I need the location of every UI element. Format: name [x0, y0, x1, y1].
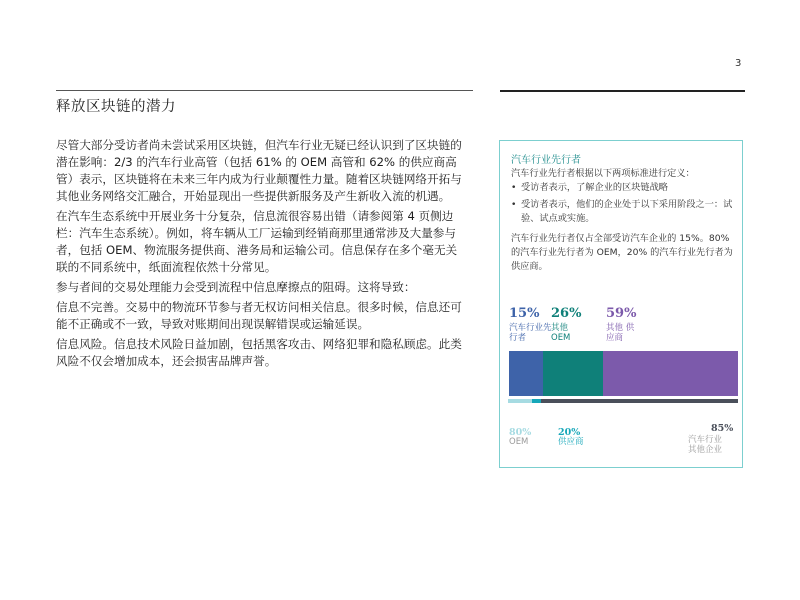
section-title: 释放区块链的潜力	[56, 99, 176, 115]
label-supplier: 供应商	[558, 437, 584, 447]
label-other-supplier: 其他 供应商	[606, 323, 635, 343]
paragraph-info-risk: 信息风险。信息技术风险日益加剧，包括黑客攻击、网络犯罪和隐私顾虑。此类风险不仅会增加成本，还会损害品牌声誉。	[56, 337, 462, 368]
label-other-companies: 汽车行业 其他企业	[688, 435, 723, 455]
pct-pioneers: 15%	[509, 306, 540, 321]
bar-other-supplier	[603, 351, 738, 396]
bullet-icon: •	[511, 182, 517, 193]
header-rule-left	[56, 90, 473, 91]
label-pioneers: 汽车行业先行者	[509, 323, 552, 343]
paragraph-incomplete-info: 信息不完善。交易中的物流环节参与者无权访问相关信息。很多时候，信息还可能不正确或不一致，导致对账期间出现误解错误或运输延误。	[56, 300, 462, 331]
paragraph-ecosystem: 在汽车生态系统中开展业务十分复杂，信息流很容易出错（请参阅第 4 页侧边栏：汽车生态系统）。例如，将车辆从工厂运输到经销商那里通常涉及大量参与者，包括 OEM、物流服务提供商、港务局和运输公司。信息保存在多个毫无关联的不同系统中，纸面流程依然十分常见。	[56, 209, 458, 274]
criterion-text: 受访者表示，了解企业的区块链战略	[521, 182, 668, 193]
body-text	[56, 137, 468, 373]
sidebar-intro: 汽车行业先行者根据以下两项标准进行定义：	[511, 168, 695, 179]
pct-other-companies: 85%	[711, 423, 734, 434]
baseline-other	[508, 399, 738, 403]
label-oem: OEM	[509, 437, 529, 447]
bar-pioneers	[509, 351, 543, 396]
pct-supplier: 20%	[558, 427, 581, 438]
pct-oem: 80%	[509, 427, 532, 438]
header-rule-right	[500, 90, 745, 92]
pct-other-oem: 26%	[551, 306, 582, 321]
baseline-oem	[508, 399, 532, 403]
bullet-icon: •	[511, 199, 517, 210]
sidebar-summary: 汽车行业先行者仅占全部受访汽车企业的 15%。80% 的汽车行业先行者为 OEM，20% 的汽车行业先行者为供应商。	[511, 233, 733, 272]
paragraph-friction: 参与者间的交易处理能力会受到流程中信息摩擦点的阻碍。这将导致：	[56, 280, 416, 294]
list-item	[511, 198, 736, 226]
sidebar-title: 汽车行业先行者	[511, 155, 581, 166]
page-number: 3	[735, 58, 742, 69]
sidebar-box	[499, 140, 743, 468]
list-item	[511, 181, 736, 195]
sidebar-criteria-list	[511, 181, 736, 229]
criterion-text: 受访者表示，他们的企业处于以下采用阶段之一：试验、试点或实施。	[521, 199, 733, 224]
label-other-oem: 其他 OEM	[551, 323, 571, 343]
pct-other-supplier: 59%	[606, 306, 637, 321]
bar-other-oem	[543, 351, 603, 396]
paragraph-intro: 尽管大部分受访者尚未尝试采用区块链，但汽车行业无疑已经认识到了区块链的潜在影响：2/3 的汽车行业高管（包括 61% 的 OEM 高管和 62% 的供应商高管）表示，区块链将在未来三年内成为行业颠覆性力量。随着区块链网络开拓与其他业务网络交汇融合，开始显现出一些提供新服务及产生新收入流的机遇。	[56, 138, 462, 203]
